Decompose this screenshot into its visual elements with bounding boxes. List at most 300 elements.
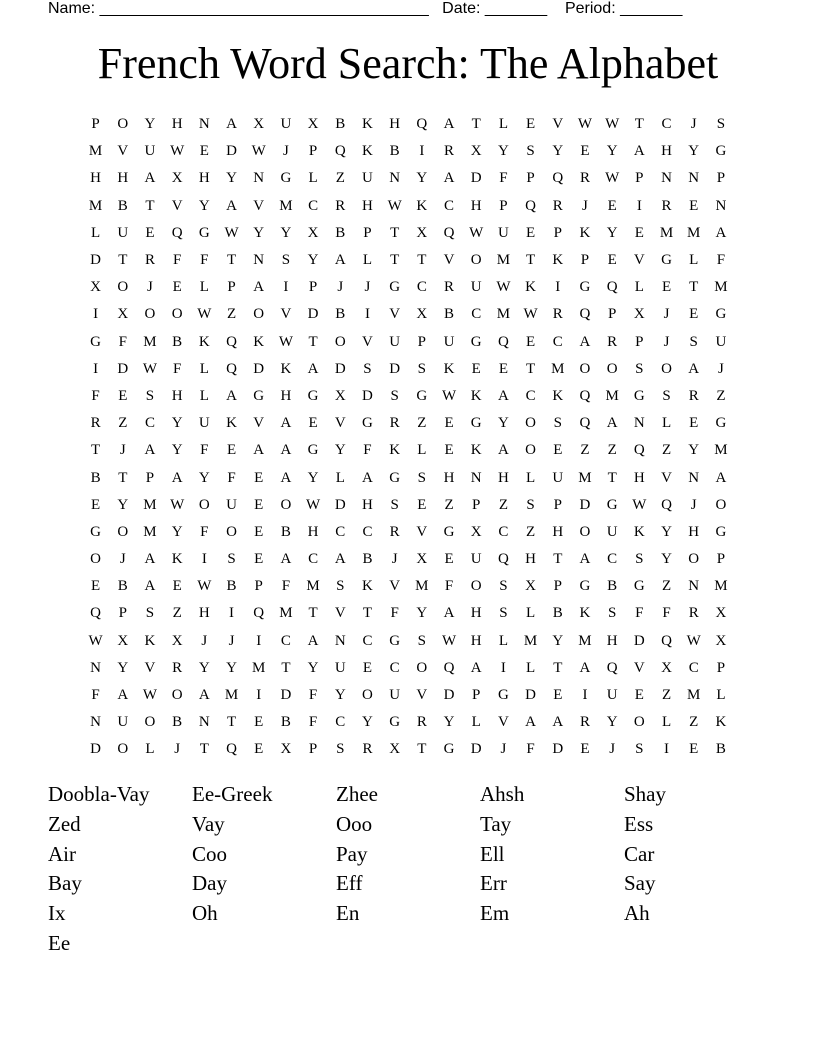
grid-letter[interactable]: Y [661,551,672,568]
grid-letter[interactable]: U [470,551,482,568]
grid-letter[interactable]: X [307,224,319,241]
grid-letter[interactable]: E [308,415,318,432]
grid-letter[interactable]: T [226,252,237,269]
grid-letter[interactable]: T [118,252,128,269]
grid-letter[interactable]: I [582,687,588,704]
grid-letter[interactable]: G [280,170,292,187]
grid-letter[interactable]: B [280,523,291,540]
grid-letter[interactable]: G [362,415,373,432]
grid-letter[interactable]: C [607,551,618,568]
grid-letter[interactable]: A [307,632,319,649]
grid-letter[interactable]: V [117,143,129,160]
grid-letter[interactable]: T [145,197,155,214]
grid-letter[interactable]: P [145,469,155,486]
grid-letter[interactable]: T [526,252,536,269]
grid-letter[interactable]: W [170,496,185,513]
grid-letter[interactable]: Y [171,442,183,459]
grid-letter[interactable]: X [715,632,727,649]
grid-letter[interactable]: E [172,279,182,296]
grid-letter[interactable]: A [606,415,618,432]
grid-letter[interactable]: E [444,551,454,568]
grid-letter[interactable]: N [90,714,102,731]
grid-letter[interactable]: M [496,252,511,269]
grid-letter[interactable]: S [363,360,372,377]
grid-letter[interactable]: Y [497,415,509,432]
grid-letter[interactable]: N [389,170,401,187]
grid-letter[interactable]: T [471,116,481,133]
grid-letter[interactable]: E [362,659,373,676]
grid-letter[interactable]: K [443,360,455,377]
grid-letter[interactable]: R [661,197,672,214]
grid-letter[interactable]: W [441,632,457,649]
grid-letter[interactable]: W [632,496,647,513]
grid-letter[interactable]: M [279,605,293,622]
grid-letter[interactable]: W [170,143,185,160]
grid-letter[interactable]: S [417,632,427,649]
grid-letter[interactable]: M [551,360,565,377]
grid-letter[interactable]: M [659,224,674,241]
grid-letter[interactable]: I [229,605,235,622]
grid-letter[interactable]: B [172,333,183,350]
grid-letter[interactable]: R [444,143,455,160]
grid-letter[interactable]: A [144,551,156,568]
grid-letter[interactable]: E [444,415,454,432]
grid-letter[interactable]: M [687,687,701,704]
grid-letter[interactable]: N [633,415,645,432]
grid-letter[interactable]: X [715,605,727,622]
grid-letter[interactable]: B [117,578,128,595]
grid-letter[interactable]: O [579,523,591,540]
grid-letter[interactable]: N [688,469,700,486]
grid-letter[interactable]: T [390,224,400,241]
grid-letter[interactable]: L [526,469,536,486]
grid-letter[interactable]: N [253,252,265,269]
grid-letter[interactable]: J [663,306,670,323]
grid-letter[interactable]: Y [307,659,319,676]
grid-letter[interactable]: D [443,687,455,704]
grid-letter[interactable]: U [144,143,156,160]
grid-letter[interactable]: W [142,360,158,377]
grid-letter[interactable]: E [634,224,644,241]
grid-letter[interactable]: Z [118,415,128,432]
grid-letter[interactable]: C [362,632,373,649]
grid-letter[interactable]: I [664,741,670,758]
grid-letter[interactable]: G [443,523,455,540]
grid-letter[interactable]: Q [253,605,265,622]
grid-letter[interactable]: C [471,306,482,323]
grid-letter[interactable]: A [226,197,237,214]
grid-letter[interactable]: E [444,442,454,459]
grid-letter[interactable]: E [689,197,699,214]
grid-letter[interactable]: P [363,224,372,241]
grid-letter[interactable]: A [497,387,509,404]
grid-letter[interactable]: U [606,687,618,704]
grid-letter[interactable]: G [715,523,727,540]
grid-letter[interactable]: U [389,333,401,350]
grid-letter[interactable]: Y [226,170,237,187]
grid-letter[interactable]: G [661,252,672,269]
grid-letter[interactable]: A [144,578,156,595]
grid-letter[interactable]: S [145,605,155,622]
grid-letter[interactable]: J [228,632,235,649]
grid-letter[interactable]: N [334,632,346,649]
grid-letter[interactable]: O [470,252,482,269]
grid-letter[interactable]: F [172,360,182,377]
grid-letter[interactable]: F [499,170,508,187]
grid-letter[interactable]: C [335,523,346,540]
grid-letter[interactable]: H [552,523,564,540]
grid-letter[interactable]: I [256,687,262,704]
grid-letter[interactable]: W [197,306,212,323]
grid-letter[interactable]: U [470,279,482,296]
grid-letter[interactable]: S [336,741,345,758]
grid-letter[interactable]: D [90,252,102,269]
grid-letter[interactable]: H [90,170,102,187]
grid-letter[interactable]: Q [497,551,509,568]
grid-letter[interactable]: H [280,387,292,404]
grid-letter[interactable]: P [254,578,263,595]
grid-letter[interactable]: D [334,360,346,377]
grid-letter[interactable]: T [607,469,617,486]
grid-letter[interactable]: G [633,387,645,404]
grid-letter[interactable]: R [688,387,699,404]
grid-letter[interactable]: I [256,632,262,649]
grid-letter[interactable]: W [197,578,212,595]
grid-letter[interactable]: H [633,469,645,486]
grid-letter[interactable]: J [609,741,616,758]
grid-letter[interactable]: K [470,387,482,404]
grid-letter[interactable]: A [443,170,455,187]
grid-letter[interactable]: L [689,252,699,269]
grid-letter[interactable]: E [254,551,264,568]
grid-letter[interactable]: A [633,143,645,160]
grid-letter[interactable]: Q [633,442,645,459]
grid-letter[interactable]: G [90,523,102,540]
grid-letter[interactable]: C [688,659,699,676]
grid-letter[interactable]: X [307,116,319,133]
grid-letter[interactable]: Y [307,469,319,486]
grid-letter[interactable]: Q [579,306,591,323]
grid-letter[interactable]: K [144,632,156,649]
grid-letter[interactable]: D [633,632,645,649]
grid-letter[interactable]: R [552,306,563,323]
grid-letter[interactable]: Y [307,252,319,269]
grid-letter[interactable]: H [307,523,319,540]
grid-letter[interactable]: E [526,116,536,133]
grid-letter[interactable]: F [200,252,209,269]
grid-letter[interactable]: Y [416,170,428,187]
grid-letter[interactable]: D [90,741,102,758]
grid-letter[interactable]: I [93,360,99,377]
grid-letter[interactable]: G [90,333,102,350]
grid-letter[interactable]: B [335,306,346,323]
grid-letter[interactable]: E [172,578,182,595]
grid-letter[interactable]: E [118,387,128,404]
grid-letter[interactable]: J [119,551,126,568]
grid-letter[interactable]: Y [171,523,183,540]
grid-letter[interactable]: O [525,442,537,459]
grid-letter[interactable]: F [227,469,236,486]
grid-letter[interactable]: C [389,659,400,676]
grid-letter[interactable]: I [636,197,642,214]
grid-letter[interactable]: P [308,143,318,160]
grid-letter[interactable]: W [251,143,266,160]
grid-letter[interactable]: T [362,605,373,622]
grid-letter[interactable]: B [226,578,237,595]
grid-letter[interactable]: H [362,197,373,214]
grid-letter[interactable]: A [497,442,509,459]
grid-letter[interactable]: S [716,116,726,133]
grid-letter[interactable]: C [444,197,455,214]
grid-letter[interactable]: C [552,333,563,350]
grid-letter[interactable]: X [470,143,482,160]
grid-letter[interactable]: T [553,659,563,676]
grid-letter[interactable]: Q [334,143,346,160]
grid-letter[interactable]: O [117,523,129,540]
grid-letter[interactable]: O [416,659,428,676]
grid-letter[interactable]: Y [416,605,428,622]
grid-letter[interactable]: A [715,469,727,486]
grid-letter[interactable]: A [280,442,292,459]
grid-letter[interactable]: U [389,687,401,704]
grid-letter[interactable]: H [389,116,401,133]
grid-letter[interactable]: A [280,551,292,568]
grid-letter[interactable]: G [307,387,319,404]
grid-letter[interactable]: P [472,496,481,513]
grid-letter[interactable]: L [335,469,345,486]
grid-letter[interactable]: V [633,252,645,269]
grid-letter[interactable]: M [714,279,728,296]
grid-letter[interactable]: E [91,496,101,513]
grid-letter[interactable]: Z [417,415,427,432]
grid-letter[interactable]: X [389,741,401,758]
grid-letter[interactable]: A [579,551,591,568]
grid-letter[interactable]: L [716,687,726,704]
grid-letter[interactable]: Y [688,143,700,160]
grid-letter[interactable]: E [634,687,644,704]
grid-letter[interactable]: W [605,116,620,133]
grid-letter[interactable]: E [254,523,264,540]
grid-letter[interactable]: V [633,659,645,676]
grid-letter[interactable]: P [607,306,617,323]
grid-letter[interactable]: G [307,442,319,459]
grid-letter[interactable]: M [578,632,592,649]
grid-letter[interactable]: X [633,306,645,323]
grid-letter[interactable]: B [90,469,101,486]
grid-letter[interactable]: G [198,224,210,241]
grid-letter[interactable]: W [306,496,321,513]
grid-letter[interactable]: H [198,170,210,187]
grid-letter[interactable]: S [526,143,535,160]
grid-letter[interactable]: P [472,687,481,704]
grid-letter[interactable]: G [633,578,645,595]
grid-letter[interactable]: N [470,469,482,486]
grid-letter[interactable]: X [416,306,428,323]
grid-letter[interactable]: U [497,224,509,241]
grid-letter[interactable]: B [715,741,726,758]
grid-letter[interactable]: T [634,116,644,133]
grid-letter[interactable]: B [335,224,346,241]
grid-letter[interactable]: B [444,306,455,323]
grid-letter[interactable]: P [227,279,236,296]
grid-letter[interactable]: O [253,306,265,323]
grid-letter[interactable]: G [470,415,482,432]
grid-letter[interactable]: K [253,333,265,350]
grid-letter[interactable]: K [552,387,564,404]
grid-letter[interactable]: D [307,306,319,323]
grid-letter[interactable]: U [334,659,346,676]
grid-letter[interactable]: A [253,279,265,296]
grid-letter[interactable]: Q [443,224,455,241]
grid-letter[interactable]: M [605,387,619,404]
grid-letter[interactable]: Y [606,224,618,241]
grid-letter[interactable]: U [606,523,618,540]
grid-letter[interactable]: I [93,306,99,323]
grid-letter[interactable]: O [171,306,183,323]
grid-letter[interactable]: Y [688,442,700,459]
grid-letter[interactable]: A [334,551,346,568]
grid-letter[interactable]: O [470,578,482,595]
grid-letter[interactable]: H [470,632,482,649]
grid-letter[interactable]: A [226,116,237,133]
grid-letter[interactable]: H [198,605,210,622]
grid-letter[interactable]: E [580,741,590,758]
grid-letter[interactable]: J [582,197,588,214]
grid-letter[interactable]: H [661,143,672,160]
grid-letter[interactable]: O [688,551,700,568]
grid-letter[interactable]: A [307,360,319,377]
grid-letter[interactable]: S [145,387,155,404]
grid-letter[interactable]: J [717,360,724,377]
grid-letter[interactable]: S [390,496,399,513]
grid-letter[interactable]: R [444,279,455,296]
grid-letter[interactable]: Z [689,714,699,731]
grid-letter[interactable]: A [688,360,700,377]
grid-letter[interactable]: W [469,224,484,241]
grid-letter[interactable]: X [470,523,482,540]
grid-letter[interactable]: V [253,415,265,432]
grid-letter[interactable]: J [174,741,181,758]
grid-letter[interactable]: H [525,551,537,568]
grid-letter[interactable]: A [117,687,129,704]
grid-letter[interactable]: O [334,333,346,350]
grid-letter[interactable]: F [308,687,318,704]
grid-letter[interactable]: A [198,687,210,704]
grid-letter[interactable]: X [253,116,265,133]
grid-letter[interactable]: P [635,170,644,187]
grid-letter[interactable]: L [362,252,373,269]
grid-letter[interactable]: N [688,170,700,187]
grid-letter[interactable]: Q [606,659,618,676]
grid-letter[interactable]: X [90,279,102,296]
grid-letter[interactable]: P [526,170,535,187]
grid-letter[interactable]: V [661,469,672,486]
grid-letter[interactable]: S [499,605,508,622]
grid-letter[interactable]: U [715,333,727,350]
grid-letter[interactable]: E [471,360,481,377]
grid-letter[interactable]: P [417,333,427,350]
grid-letter[interactable]: J [690,496,697,513]
grid-letter[interactable]: G [389,632,401,649]
grid-letter[interactable]: A [443,605,455,622]
grid-letter[interactable]: F [363,442,372,459]
grid-letter[interactable]: O [198,496,210,513]
grid-letter[interactable]: J [147,279,153,296]
grid-letter[interactable]: Z [444,496,454,513]
period-blank[interactable]: _______ [620,0,683,17]
grid-letter[interactable]: H [688,523,700,540]
grid-letter[interactable]: I [555,279,561,296]
grid-letter[interactable]: M [224,687,239,704]
grid-letter[interactable]: B [172,714,183,731]
grid-letter[interactable]: I [201,551,207,568]
grid-letter[interactable]: V [171,197,183,214]
grid-letter[interactable]: M [88,143,103,160]
grid-letter[interactable]: U [198,415,210,432]
grid-letter[interactable]: V [253,197,265,214]
grid-letter[interactable]: R [416,714,427,731]
grid-letter[interactable]: Z [498,496,508,513]
grid-letter[interactable]: U [552,469,564,486]
grid-letter[interactable]: J [364,279,371,296]
grid-letter[interactable]: R [172,659,183,676]
grid-letter[interactable]: K [715,714,727,731]
grid-letter[interactable]: H [362,496,373,513]
grid-letter[interactable]: S [689,333,698,350]
grid-letter[interactable]: O [525,415,537,432]
grid-letter[interactable]: K [633,523,645,540]
grid-letter[interactable]: E [661,279,672,296]
grid-letter[interactable]: B [389,143,400,160]
grid-letter[interactable]: F [308,714,318,731]
grid-letter[interactable]: D [470,170,482,187]
grid-letter[interactable]: R [607,333,618,350]
grid-letter[interactable]: T [526,360,536,377]
grid-letter[interactable]: F [716,252,726,269]
grid-letter[interactable]: U [280,116,292,133]
grid-letter[interactable]: S [390,387,399,404]
grid-letter[interactable]: D [334,496,346,513]
grid-letter[interactable]: K [579,224,591,241]
grid-letter[interactable]: L [417,442,427,459]
grid-letter[interactable]: R [389,415,400,432]
grid-letter[interactable]: K [280,360,292,377]
grid-letter[interactable]: H [171,387,183,404]
grid-letter[interactable]: P [716,659,726,676]
grid-letter[interactable]: E [689,306,699,323]
grid-letter[interactable]: A [280,469,292,486]
grid-letter[interactable]: C [144,415,155,432]
grid-letter[interactable]: Y [362,714,373,731]
grid-letter[interactable]: L [526,605,536,622]
grid-letter[interactable]: X [416,224,428,241]
grid-letter[interactable]: H [497,469,509,486]
grid-letter[interactable]: V [416,687,428,704]
grid-letter[interactable]: G [715,143,727,160]
grid-letter[interactable]: W [441,387,457,404]
grid-letter[interactable]: N [661,170,672,187]
grid-letter[interactable]: G [606,496,618,513]
grid-letter[interactable]: Z [661,442,672,459]
grid-letter[interactable]: K [226,415,237,432]
grid-letter[interactable]: S [553,415,562,432]
grid-letter[interactable]: F [200,523,209,540]
grid-letter[interactable]: E [226,442,237,459]
grid-letter[interactable]: P [635,333,644,350]
grid-letter[interactable]: F [200,442,209,459]
grid-letter[interactable]: A [579,333,591,350]
grid-letter[interactable]: T [308,605,318,622]
